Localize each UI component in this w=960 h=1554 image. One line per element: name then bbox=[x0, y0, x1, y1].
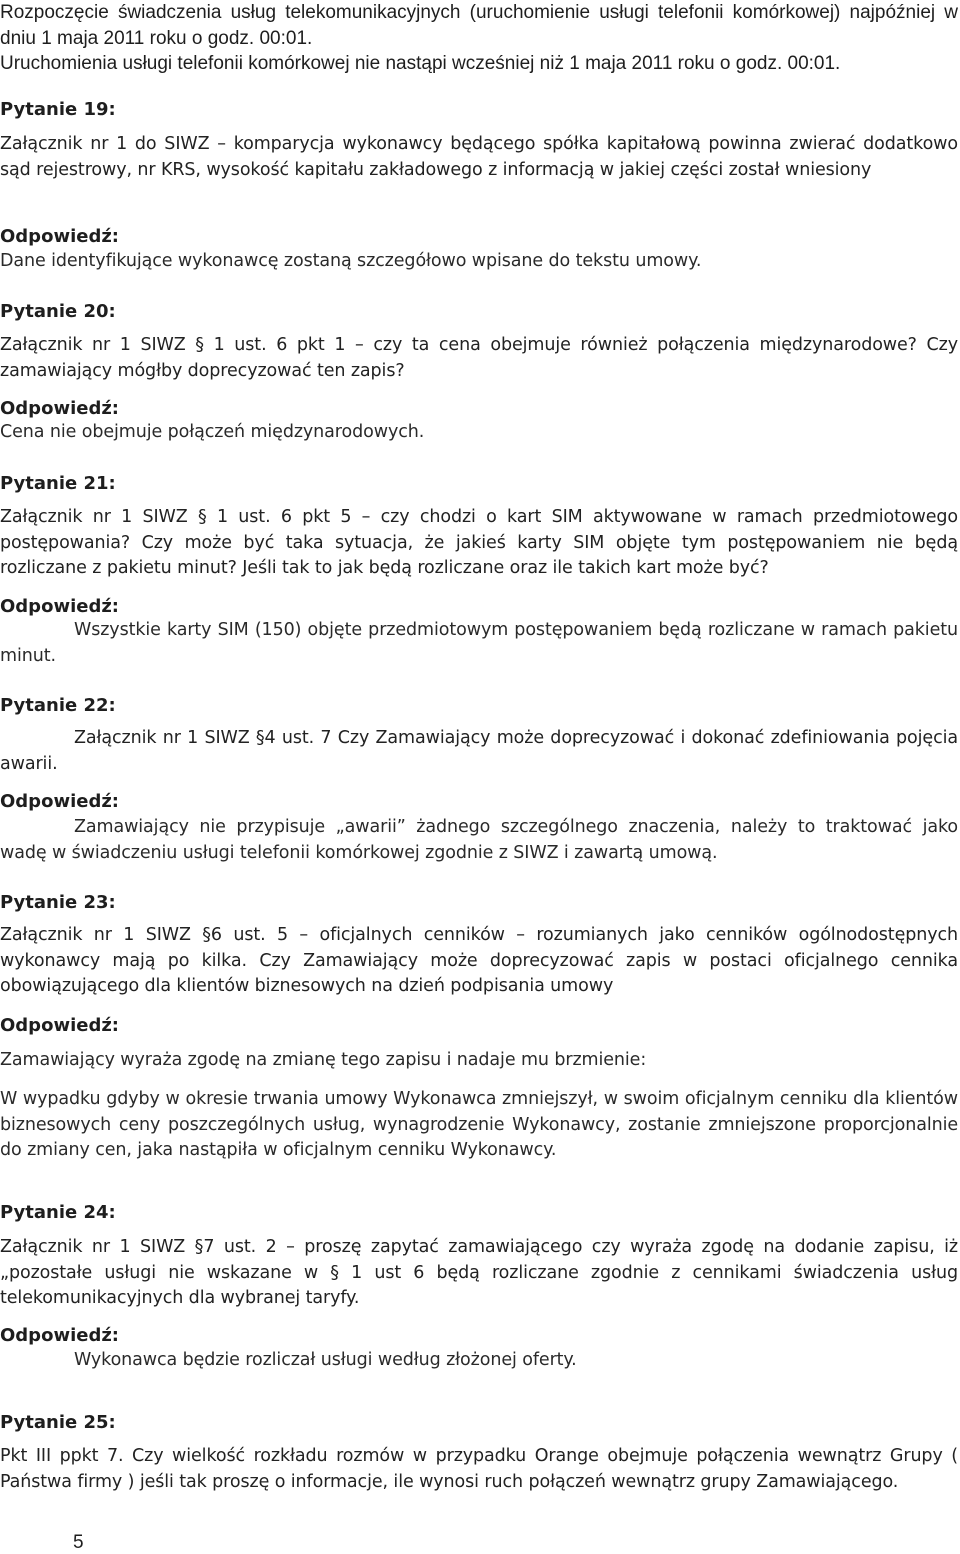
answer-heading: Odpowiedź: bbox=[0, 1015, 120, 1036]
question-heading: Pytanie 20: bbox=[0, 301, 116, 322]
question-heading: Pytanie 25: bbox=[0, 1412, 116, 1433]
page-number: 5 bbox=[73, 1532, 84, 1553]
answer-text: Cena nie obejmuje połączeń międzynarodowych. bbox=[0, 422, 425, 442]
question-text: Pkt III ppkt 7. Czy wielkość rozkładu rozmów w przypadku Orange obejmuje połączenia wewnątrz Grupy ( Państwa firmy ) jeśli tak proszę o informacje, ile wynosi ruch połączeń wewnątrz grupy Zamawiającego. bbox=[0, 1446, 958, 1492]
answer-text: W wypadku gdyby w okresie trwania umowy Wykonawca zmniejszył, w swoim oficjalnym cenniku dla klientów biznesowych ceny poszczególnych usług, wynagrodzenie Wykonawcy, zostanie zmniejszone proporcjonalnie do zmiany cen, jaka nastąpiła w oficjalnym cenniku Wykonawcy. bbox=[0, 1089, 958, 1160]
answer-heading: Odpowiedź: bbox=[0, 1325, 120, 1346]
question-heading: Pytanie 21: bbox=[0, 473, 116, 494]
question-heading: Pytanie 23: bbox=[0, 892, 116, 913]
question-text: Załącznik nr 1 SIWZ § 1 ust. 6 pkt 1 – czy ta cena obejmuje również połączenia międzynarodowe? Czy zamawiający mógłby doprecyzować ten zapis? bbox=[0, 335, 958, 381]
answer-heading: Odpowiedź: bbox=[0, 791, 120, 812]
intro-paragraph: Rozpoczęcie świadczenia usług telekomunikacyjnych (uruchomienie usługi telefonii komórkowej) najpóźniej w dniu 1 maja 2011 roku o godz. 00:01. bbox=[0, 2, 958, 49]
answer-heading: Odpowiedź: bbox=[0, 398, 120, 419]
intro-paragraph: Uruchomienia usługi telefonii komórkowej nie nastąpi wcześniej niż 1 maja 2011 roku o godz. 00:01. bbox=[0, 53, 841, 74]
answer-heading: Odpowiedź: bbox=[0, 226, 120, 247]
answer-text: Wszystkie karty SIM (150) objęte przedmiotowym postępowaniem będą rozliczane w ramach pakietu minut. bbox=[0, 620, 958, 666]
question-heading: Pytanie 19: bbox=[0, 99, 116, 120]
answer-text: Zamawiający nie przypisuje „awarii” żadnego szczególnego znaczenia, należy to traktować jako wadę w świadczeniu usługi telefonii komórkowej zgodnie z SIWZ i zawartą umową. bbox=[0, 817, 958, 863]
question-text: Załącznik nr 1 SIWZ §6 ust. 5 – oficjalnych cenników – rozumianych jako cenników ogólnodostępnych wykonawcy mają po kilka. Czy Zamawiający może doprecyzować zapis w postaci oficjalnego cennika obowiązującego dla klientów biznesowych na dzień podpisania umowy bbox=[0, 925, 958, 996]
answer-heading: Odpowiedź: bbox=[0, 596, 120, 617]
question-heading: Pytanie 22: bbox=[0, 695, 116, 716]
question-heading: Pytanie 24: bbox=[0, 1202, 116, 1223]
question-text: Załącznik nr 1 SIWZ §4 ust. 7 Czy Zamawiający może doprecyzować i dokonać zdefiniowania pojęcia awarii. bbox=[0, 728, 958, 774]
answer-text: Wykonawca będzie rozliczał usługi według złożonej oferty. bbox=[74, 1350, 577, 1370]
question-text: Załącznik nr 1 do SIWZ – komparycja wykonawcy będącego spółka kapitałową powinna zwierać dodatkowo sąd rejestrowy, nr KRS, wysokość kapitału zakładowego z informacją w jakiej części został wniesiony bbox=[0, 134, 958, 180]
question-text: Załącznik nr 1 SIWZ § 1 ust. 6 pkt 5 – czy chodzi o kart SIM aktywowane w ramach przedmiotowego postępowania? Czy może być taka sytuacja, że jakieś karty SIM objęte tym postępowaniem nie będą rozliczane z pakietu minut? Jeśli tak to jak będą rozliczane oraz ile takich kart może być? bbox=[0, 507, 958, 578]
answer-text: Zamawiający wyraża zgodę na zmianę tego zapisu i nadaje mu brzmienie: bbox=[0, 1050, 647, 1070]
question-text: Załącznik nr 1 SIWZ §7 ust. 2 – proszę zapytać zamawiającego czy wyraża zgodę na dodanie zapisu, iż „pozostałe usługi nie wskazane w § 1 ust 6 będą rozliczane zgodnie z cennikami świadczenia usług telekomunikacyjnych dla wybranej taryfy. bbox=[0, 1237, 958, 1308]
answer-text: Dane identyfikujące wykonawcę zostaną szczegółowo wpisane do tekstu umowy. bbox=[0, 251, 702, 271]
